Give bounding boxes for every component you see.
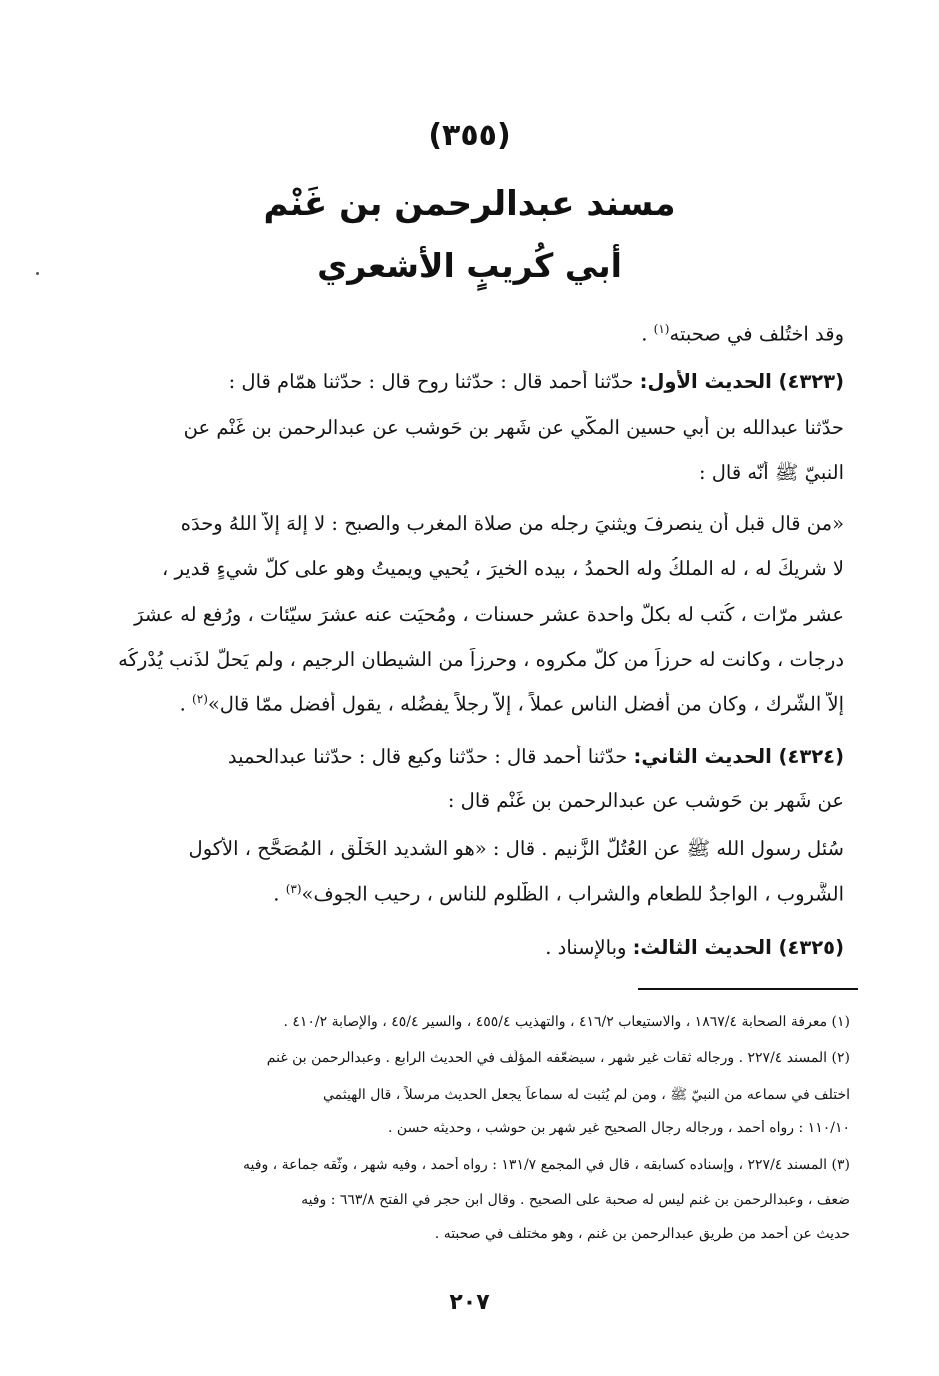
- footnote-2-line-1: (٢) المسند ٢٢٧/٤ . ورجاله ثقات غير شهر ، سيضعّفه المؤلّف في الحديث الرابع . وعبدالرحمن بن غنم: [266, 1050, 850, 1066]
- footnote-ref-2: (٢): [192, 692, 208, 706]
- musnad-number: (٣٥٥): [428, 118, 511, 153]
- hadith-2-matn-2-line: [92, 882, 844, 906]
- hadith-1-line-1: [92, 370, 844, 393]
- footnote-3-line-1: (٣) المسند ٢٢٧/٤ ، وإسناده كسابقه ، قال في المجمع ١٣١/٧ : رواه أحمد ، وفيه شهر ، وثّقه جماعة ، وفيه: [243, 1157, 850, 1173]
- hadith-1-isnad-1: حدّثنا أحمد قال : حدّثنا روح قال : حدّثنا همّام قال :: [228, 370, 640, 393]
- hadith-3-label: (٤٣٢٥) الحديث الثالث:: [632, 936, 844, 959]
- hadith-2-isnad-2: عن شَهر بن حَوشب عن عبدالرحمن بن غَنْم قال :: [447, 789, 844, 812]
- hadith-1-matn-3: عشر مرّات ، كُتب له بكلّ واحدة عشر حسنات ، ومُحيَت عنه عشرَ سيّئات ، ورُفع له عشرَ: [134, 603, 844, 626]
- hadith-1-isnad-3: النبيّ ﷺ أنّه قال :: [698, 461, 844, 484]
- hadith-1-matn-5-line: [92, 692, 844, 716]
- hadith-3-line: [92, 936, 844, 959]
- hadith-1-matn-1: «من قال قبل أن ينصرفَ ويثنيَ رجله من صلاة المغرب والصبح : لا إلهَ إلاّ اللهُ وحدَه: [180, 512, 844, 535]
- hadith-2-label: (٤٣٢٤) الحديث الثاني:: [633, 745, 844, 768]
- hadith-2-tail: .: [273, 882, 286, 906]
- hadith-1-matn-4: درجات ، وكانت له حرزاً من كلّ مكروه ، وحرزاً من الشيطان الرجيم ، ولم يَحلّ لذَنب يُدْرِكُه: [118, 648, 844, 671]
- hadith-3-text: وبالإسناد .: [545, 936, 633, 959]
- musnad-subtitle: أبي كُريبٍ الأشعري: [317, 246, 622, 285]
- hadith-1-matn-2: لا شريكَ له ، له الملكُ وله الحمدُ ، بيده الخيرَ ، يُحيي ويميتُ وهو على كلّ شيءٍ قدير ،: [162, 557, 844, 580]
- footnote-ref-1: (١): [653, 322, 670, 336]
- intro-text: وقد اختُلف في صحبته: [669, 322, 844, 346]
- hadith-1-tail: .: [179, 692, 193, 716]
- hadith-2-matn-1: سُئل رسول الله ﷺ عن العُتُلّ الزَّنيم . قال : «هو الشديد الخَلْق ، المُصَحَّح ، الأكول: [188, 837, 844, 860]
- footnote-ref-3: (٣): [285, 882, 302, 896]
- hadith-1-isnad-2: حدّثنا عبدالله بن أبي حسين المكّي عن شَهر بن حَوشب عن عبدالرحمن بن غَنْم عن: [183, 416, 844, 439]
- footnote-1: (١) معرفة الصحابة ١٨٦٧/٤ ، والاستيعاب ٤١٦/٢ ، والتهذيب ٤٥٥/٤ ، والسير ٤٥/٤ ، والإصابة ٤١٠/٢ .: [283, 1014, 850, 1030]
- footnote-3-line-3: حديث عن أحمد من طريق عبدالرحمن بن غنم ، وهو مختلف في صحبته .: [434, 1226, 850, 1242]
- footnote-2-line-3: ١١٠/١٠ : رواه أحمد ، ورجاله رجال الصحيح غير شهر بن حوشب ، وحديثه حسن .: [388, 1120, 850, 1136]
- footnote-3-line-2: ضعف ، وعبدالرحمن بن غنم ليس له صحبة على الصحيح . وقال ابن حجر في الفتح ٦٦٣/٨ : وفيه: [301, 1192, 850, 1208]
- musnad-title: مسند عبدالرحمن بن غَنْم: [263, 184, 676, 224]
- hadith-2-isnad-1: حدّثنا أحمد قال : حدّثنا وكيع قال : حدّثنا عبدالحميد: [227, 745, 634, 768]
- footnote-2-line-2: اختلف في سماعه من النبيّ ﷺ ، ومن لم يُثبت له سماعاً يجعل الحديث مرسلاً ، قال الهيثمي: [322, 1087, 850, 1103]
- page-number: ٢٠٧: [449, 1290, 490, 1315]
- intro-line: [92, 322, 844, 346]
- hadith-1-matn-5: إلاّ الشّرك ، وكان من أفضل الناس عملاً ، إلاّ رجلاً يفضُله ، يقول أفضل ممّا قال»: [207, 692, 844, 716]
- hadith-2-line-1: [92, 745, 844, 768]
- intro-tail: .: [641, 322, 654, 346]
- footnote-separator: [638, 988, 858, 990]
- hadith-2-matn-2: الشَّروب ، الواجدُ للطعام والشراب ، الظَّلوم للناس ، رحيب الجوف»: [301, 882, 844, 906]
- hadith-1-label: (٤٣٢٣) الحديث الأول:: [639, 370, 844, 393]
